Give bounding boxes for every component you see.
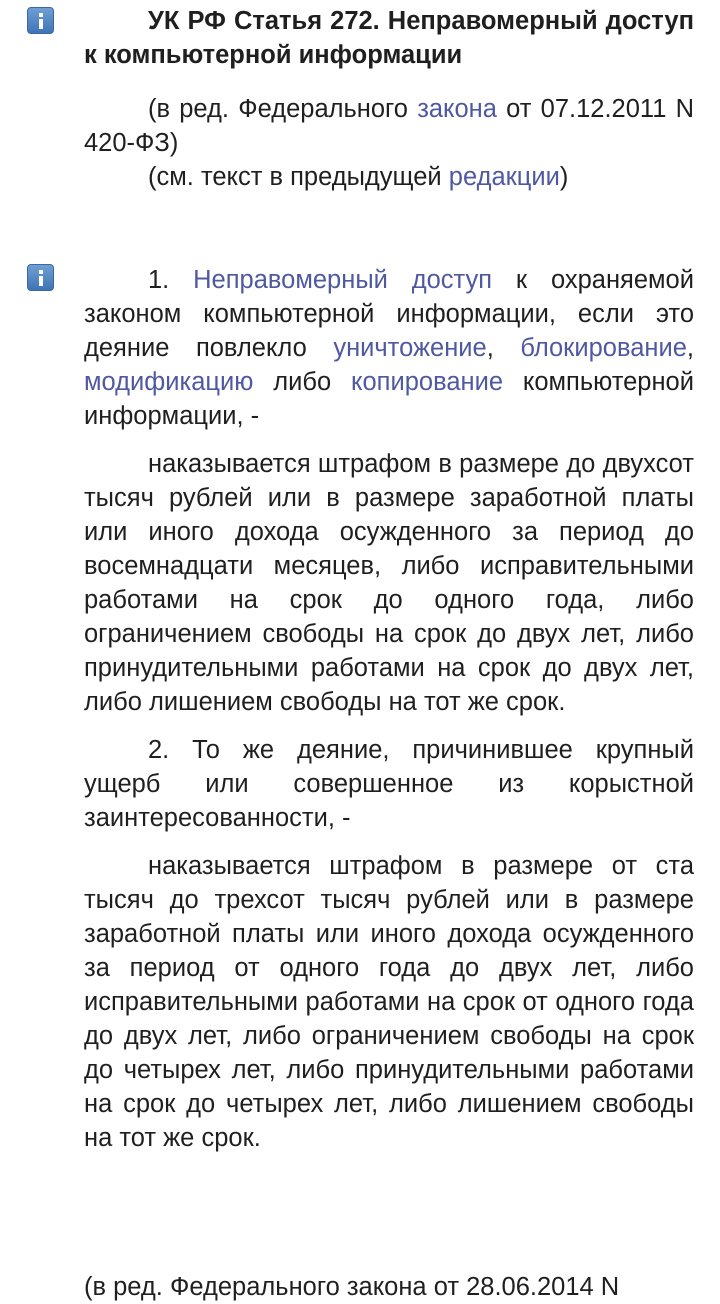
article-body: [84, 263, 694, 1155]
part-1: [84, 263, 694, 433]
article-title: УК РФ Статья 272. Неправомерный доступ к компьютерной информации: [84, 7, 694, 69]
cut-off-edition-note: (в ред. Федерального закона от 28.06.2014 N: [84, 1273, 620, 1301]
see-previous-prefix: (см. текст в предыдущей: [148, 163, 449, 191]
part-1-penalty: наказывается штрафом в размере до двухсот тысяч рублей или в размере заработной платы или иного дохода осужденного за период до восемнадцати месяцев, либо исправительными работами на срок до одного года, либо ограничением свободы на срок до двух лет, либо принудительными работами на срок до двух лет, либо лишением свободы на тот же срок.: [84, 450, 694, 716]
edition-law-link[interactable]: закона: [417, 95, 497, 123]
article-header: [84, 4, 694, 194]
info-icon[interactable]: [27, 264, 54, 291]
edition-note: [84, 92, 694, 160]
part-2: 2. То же деяние, причинившее крупный ущерб или совершенное из корыстной заинтересованности, -: [84, 736, 694, 832]
part-1-text: к охраняемой законом компьютерной информации, если это деяние повлекло: [84, 266, 694, 362]
modification-link[interactable]: модификацию: [84, 368, 254, 396]
previous-edition-link[interactable]: редакции: [448, 163, 560, 191]
destruction-link[interactable]: уничтожение: [333, 334, 487, 362]
separator: ,: [486, 334, 521, 362]
edition-note-prefix: (в ред. Федерального: [148, 95, 418, 123]
part-1-text: либо: [253, 368, 352, 396]
see-previous-suffix: ): [559, 163, 569, 191]
see-previous-note: [84, 160, 694, 194]
blocking-link[interactable]: блокирование: [520, 334, 687, 362]
edition-note-suffix: от 07.12.2011 N 420-ФЗ): [84, 95, 694, 157]
unlawful-access-link[interactable]: Неправомерный доступ: [193, 266, 493, 294]
info-icon[interactable]: [27, 7, 54, 34]
part-1-text: компьютерной информации, -: [84, 368, 694, 430]
part-1-number: 1.: [148, 266, 194, 294]
separator: ,: [686, 334, 694, 362]
part-2-penalty: наказывается штрафом в размере от ста тысяч до трехсот тысяч рублей или в размере заработной платы или иного дохода осужденного за период от одного года до двух лет, либо исправительными работами на срок от одного года до двух лет, либо ограничением свободы на срок до четырех лет, либо принудительными работами на срок до четырех лет, либо лишением свободы на тот же срок.: [84, 852, 694, 1152]
copying-link[interactable]: копирование: [351, 368, 504, 396]
